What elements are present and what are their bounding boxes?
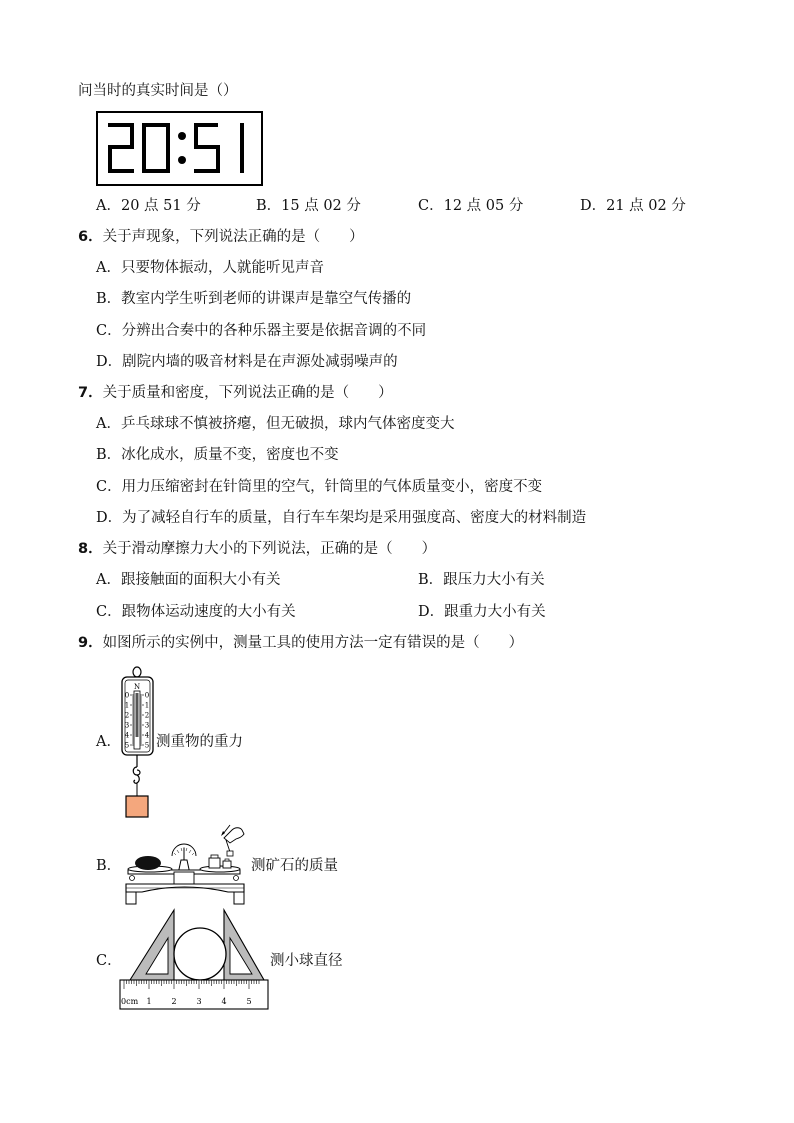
- q8-option-d[interactable]: D．跟重力大小有关: [418, 604, 546, 620]
- q9-stem: 如图所示的实例中，测量工具的使用方法一定有错误的是（ ）: [102, 635, 524, 651]
- q8-option-c[interactable]: C．跟物体运动速度的大小有关: [96, 604, 296, 620]
- spring-scale-tick-label: 2: [144, 711, 150, 720]
- q5-option-a[interactable]: A．20 点 51 分: [96, 198, 201, 214]
- q7-stem: 关于质量和密度，下列说法正确的是（ ）: [102, 385, 393, 401]
- q7-stem-line: [78, 384, 393, 402]
- spring-scale-tick-label: 1: [124, 701, 130, 710]
- spring-scale-tick-label: 1: [144, 701, 150, 710]
- spring-scale-tick-label: 0: [124, 691, 130, 700]
- q9-option-a-text: 测重物的重力: [156, 734, 243, 750]
- q5-stem: 问当时的真实时间是（）: [78, 83, 238, 99]
- q6-option-d[interactable]: D．剧院内墙的吸音材料是在声源处减弱噪声的: [96, 354, 398, 370]
- spring-scale-figure: [115, 664, 160, 820]
- spring-scale-tick-label: 5: [144, 741, 150, 750]
- ruler-tick-label: 5: [246, 997, 252, 1006]
- spring-scale-tick-label: 5: [124, 741, 130, 750]
- ruler-tick-label: 3: [196, 997, 202, 1006]
- q9-option-b-text: 测矿石的质量: [251, 858, 338, 874]
- q8-option-b[interactable]: B．跟压力大小有关: [418, 572, 545, 588]
- q7-option-b[interactable]: B．冰化成水，质量不变，密度也不变: [96, 447, 339, 463]
- q5-option-d[interactable]: D．21 点 02 分: [580, 198, 686, 214]
- q9-number: 9．: [78, 635, 103, 651]
- q6-stem: 关于声现象，下列说法正确的是（ ）: [102, 229, 364, 245]
- digital-clock-figure: [96, 111, 264, 187]
- q9-stem-line: [78, 634, 523, 652]
- q9-option-c-letter[interactable]: C．: [96, 953, 122, 969]
- q8-stem-line: [78, 540, 436, 558]
- q5-option-c[interactable]: C．12 点 05 分: [418, 198, 524, 214]
- ruler-tick-label: 2: [171, 997, 177, 1006]
- q9-option-b-letter[interactable]: B．: [96, 858, 122, 874]
- q8-number: 8．: [78, 541, 103, 557]
- q6-number: 6．: [78, 229, 103, 245]
- q8-stem: 关于滑动摩擦力大小的下列说法，正确的是（ ）: [102, 541, 437, 557]
- q7-option-a[interactable]: A．乒乓球球不慎被挤瘪，但无破损，球内气体密度变大: [96, 416, 455, 432]
- ruler-unit-label: 0cm: [121, 997, 139, 1006]
- q6-option-b[interactable]: B．教室内学生听到老师的讲课声是靠空气传播的: [96, 291, 412, 307]
- q7-number: 7．: [78, 385, 103, 401]
- q7-option-d[interactable]: D．为了减轻自行车的质量，自行车车架均是采用强度高、密度大的材料制造: [96, 510, 587, 526]
- q8-option-a[interactable]: A．跟接触面的面积大小有关: [96, 572, 281, 588]
- q5-option-b[interactable]: B．15 点 02 分: [256, 198, 361, 214]
- spring-scale-tick-label: 4: [124, 731, 130, 740]
- spring-scale-tick-label: 0: [144, 691, 150, 700]
- ruler-ball-figure: [118, 900, 270, 1012]
- q6-stem-line: [78, 228, 364, 246]
- spring-scale-tick-label: 3: [144, 721, 150, 730]
- spring-scale-tick-label: 4: [144, 731, 150, 740]
- ruler-tick-label: 1: [146, 997, 152, 1006]
- spring-scale-tick-label: 3: [124, 721, 130, 730]
- balance-figure: [120, 822, 255, 907]
- q6-option-c[interactable]: C．分辨出合奏中的各种乐器主要是依据音调的不同: [96, 323, 427, 339]
- q9-option-a-letter[interactable]: A．: [96, 734, 121, 750]
- q6-option-a[interactable]: A．只要物体振动，人就能听见声音: [96, 260, 324, 276]
- spring-scale-unit: N: [133, 683, 141, 691]
- ruler-tick-label: 4: [221, 997, 227, 1006]
- q7-option-c[interactable]: C．用力压缩密封在针筒里的空气，针筒里的气体质量变小，密度不变: [96, 479, 543, 495]
- q9-option-c-text: 测小球直径: [270, 953, 343, 969]
- spring-scale-tick-label: 2: [124, 711, 130, 720]
